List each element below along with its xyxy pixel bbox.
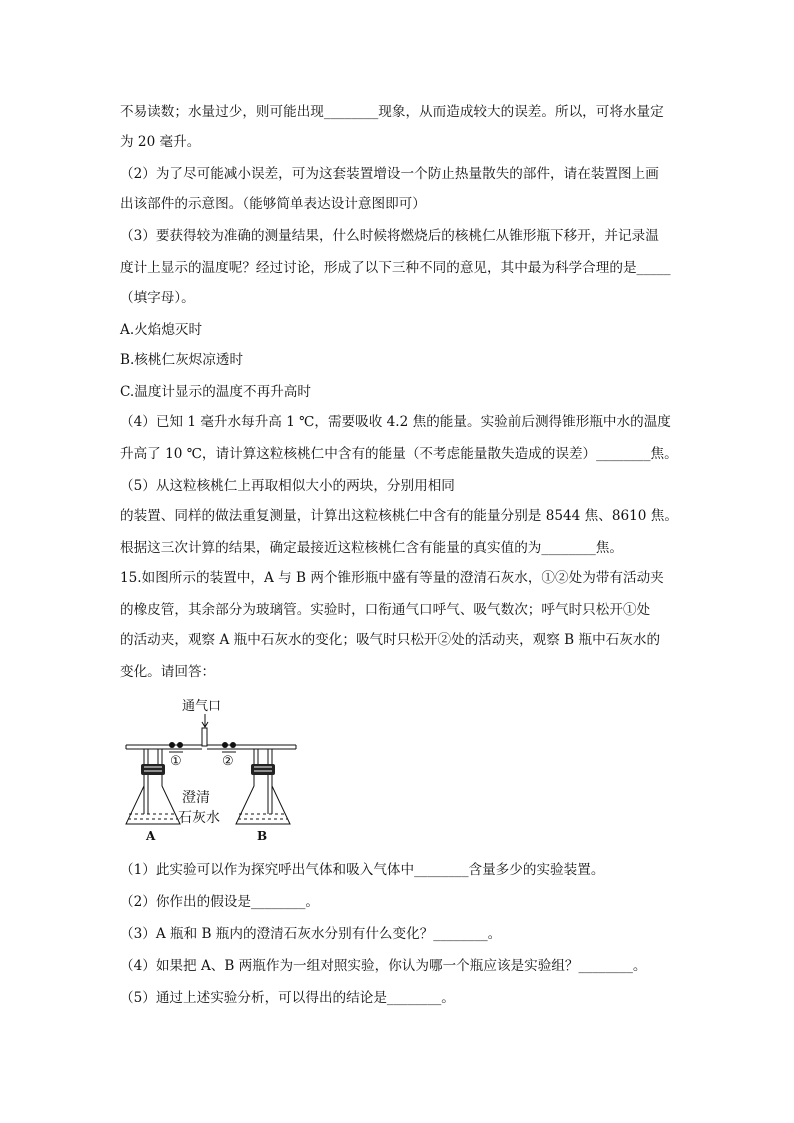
flask-b-label: B <box>257 829 268 843</box>
text-line: （3）A 瓶和 B 瓶内的澄清石灰水分别有什么变化？________。 <box>120 926 502 942</box>
option-a: A.火焰熄灭时 <box>120 322 203 338</box>
text-line: 出该部件的示意图。（能够简单表达设计意图即可） <box>120 196 426 212</box>
text-line: （2）为了尽可能减小误差，可为这套装置增设一个防止热量散失的部件，请在装置图上画 <box>120 166 659 182</box>
clip-1-label: ① <box>170 754 182 769</box>
text-line: 变化。请回答： <box>120 664 216 680</box>
flask-a <box>126 764 180 824</box>
text-line: （1）此实验可以作为探究呼出气体和吸入气体中________含量多少的实验装置。 <box>120 862 605 878</box>
text-line: （5）从这粒核桃仁上再取相似大小的两块，分别用相同 <box>120 478 455 494</box>
inlet-tube <box>202 728 207 746</box>
text-line: 度计上显示的温度呢？经过讨论，形成了以下三种不同的意见，其中最为科学合理的是_____ <box>120 260 671 276</box>
text-line: （5）通过上述实验分析，可以得出的结论是________。 <box>120 990 455 1006</box>
text-line: （2）你作出的假设是________。 <box>120 894 319 910</box>
text-line: （3）要获得较为准确的测量结果，什么时候将燃烧后的核桃仁从锥形瓶下移开，并记录温 <box>120 228 659 244</box>
text-line: 的装置、同样的做法重复测量，计算出这粒核桃仁中含有的能量分别是 8544 焦、8610 焦。 <box>120 508 678 524</box>
liquid-label-line1: 澄清 <box>182 790 210 806</box>
text-line: （4）已知 1 毫升水每升高 1 ℃，需要吸收 4.2 焦的能量。实验前后测得锥形瓶中水的温度 <box>120 414 671 430</box>
question-15-stem: 15.如图所示的装置中，A 与 B 两个锥形瓶中盛有等量的澄清石灰水，①②处为带有活动夹 <box>120 570 664 586</box>
option-b: B.核桃仁灰烬凉透时 <box>120 352 244 368</box>
inlet-label: 通气口 <box>182 699 222 714</box>
clip-1 <box>169 742 183 752</box>
text-line: 的活动夹，观察 A 瓶中石灰水的变化；吸气时只松开②处的活动夹，观察 B 瓶中石灰水的 <box>120 632 661 648</box>
flask-a-label: A <box>146 829 156 843</box>
text-line: 不易读数；水量过少，则可能出现________现象，从而造成较大的误差。所以，可将水量定 <box>120 104 664 120</box>
text-line: （4）如果把 A、B 两瓶作为一组对照实验，你认为哪一个瓶应该是实验组？________。 <box>120 958 647 974</box>
clip-2 <box>222 742 236 752</box>
option-c: C.温度计显示的温度不再升高时 <box>120 384 311 400</box>
apparatus-diagram <box>118 696 298 846</box>
clip-2-label: ② <box>222 754 234 769</box>
text-line: 的橡皮管，其余部分为玻璃管。实验时，口衔通气口呼气、吸气数次；呼气时只松开①处 <box>120 602 651 618</box>
text-line: 升高了 10 ℃，请计算这粒核桃仁中含有的能量（不考虑能量散失造成的误差）________焦。 <box>120 446 678 462</box>
text-line: 为 20 毫升。 <box>120 134 201 150</box>
liquid-label-line2: 石灰水 <box>178 810 220 826</box>
text-line: （填字母）。 <box>120 290 195 306</box>
flask-b <box>236 764 290 824</box>
text-line: 根据这三次计算的结果，确定最接近这粒核桃仁含有能量的真实值的为________焦。 <box>120 540 623 556</box>
